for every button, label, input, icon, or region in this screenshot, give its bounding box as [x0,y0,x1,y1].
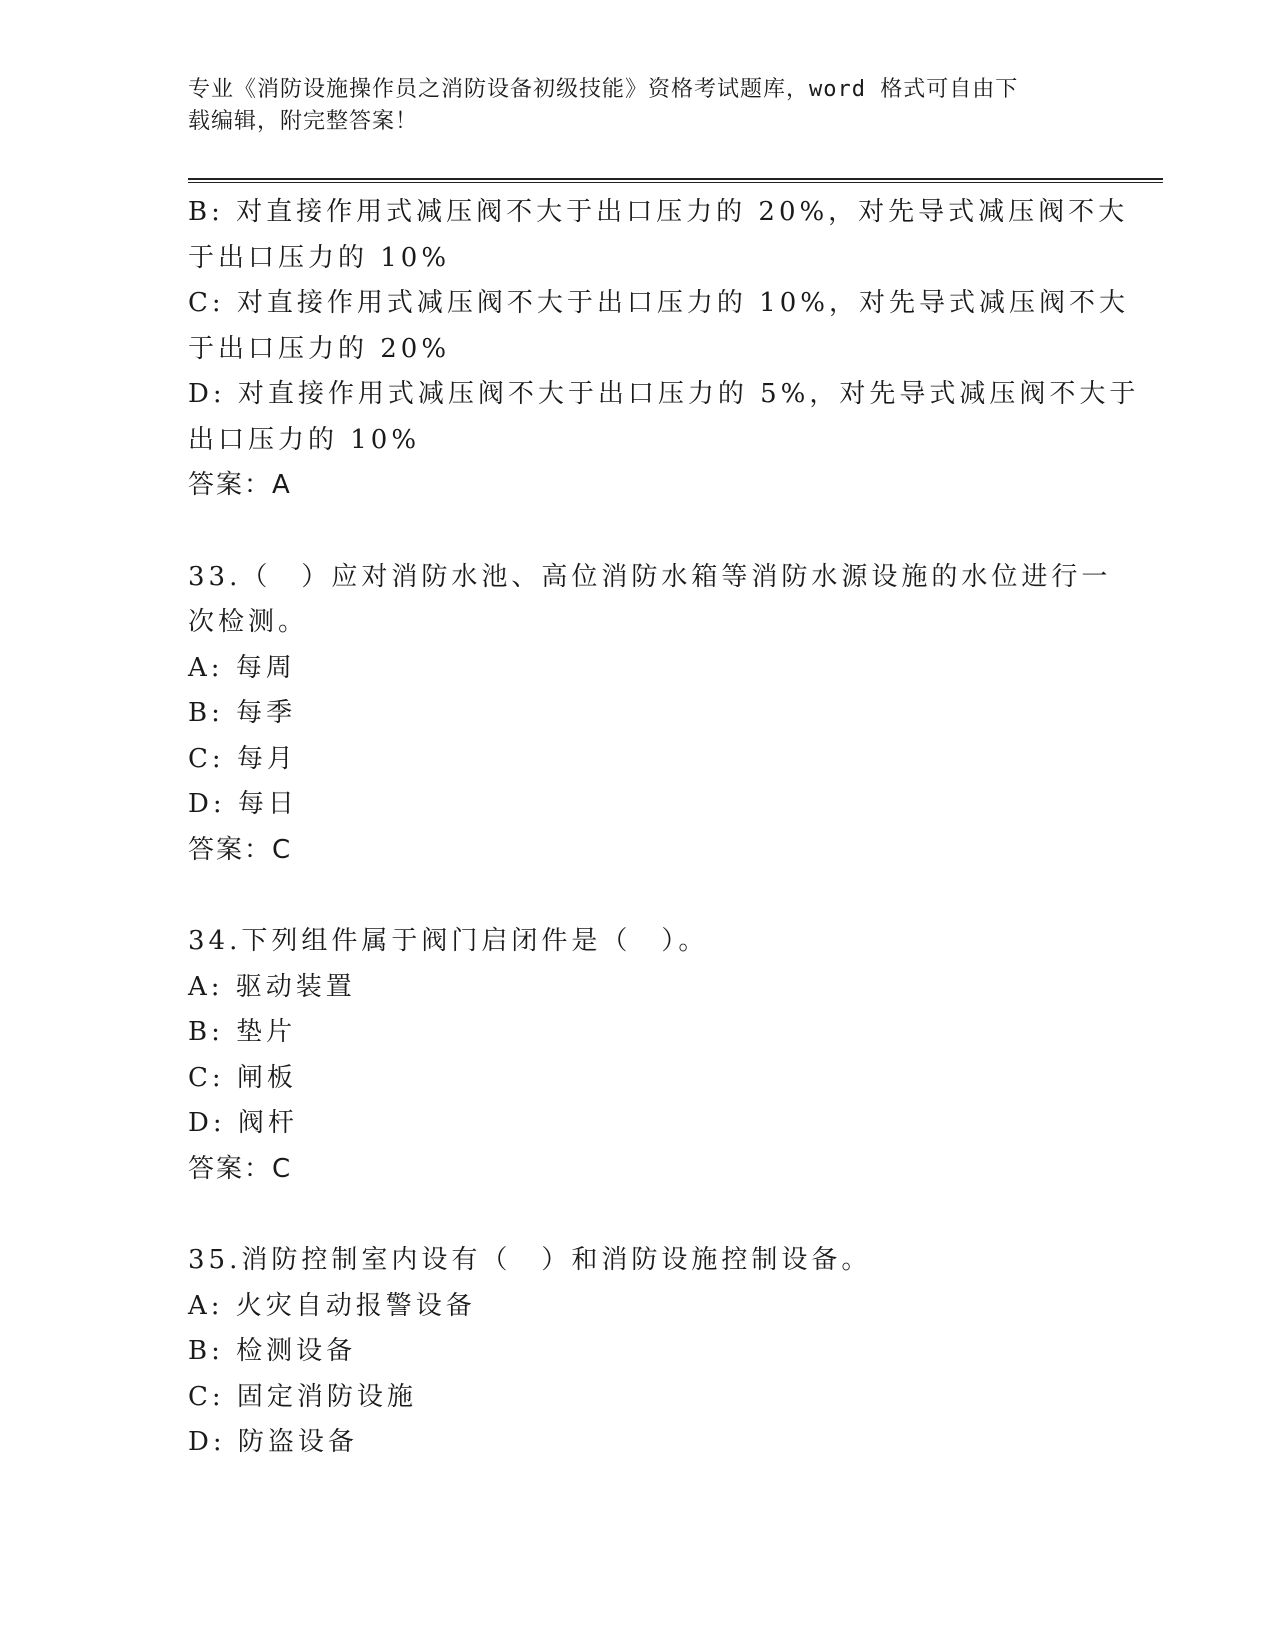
question-34-option-d: D: 阀杆 [188,1108,298,1138]
question-33-option-d: D: 每日 [188,789,298,819]
question-33-stem-line-1: 33.（ ）应对消防水池、高位消防水箱等消防水源设施的水位进行一 [188,561,1112,592]
option-b-line-2: 于出口压力的 10% [188,242,451,273]
question-35-option-a: A: 火灾自动报警设备 [188,1290,476,1321]
question-35 [188,1238,1088,1466]
question-34-stem: 34.下列组件属于阀门启闭件是（ ）。 [188,926,709,956]
question-33-option-a: A: 每周 [188,652,296,683]
option-d-line-2: 出口压力的 10% [188,424,421,455]
option-c-line-1: C: 对直接作用式减压阀不大于出口压力的 10%，对先导式减压阀不大 [188,288,1129,318]
prev-question-options [188,190,1140,463]
question-35-option-d: D: 防盗设备 [188,1427,358,1457]
question-34-answer: 答案：C [188,1153,293,1184]
option-c-line-2: 于出口压力的 20% [188,333,451,364]
question-33-option-c: C: 每月 [188,743,297,774]
option-d-line-1: D: 对直接作用式减压阀不大于出口压力的 5%，对先导式减压阀不大于 [188,379,1140,409]
question-34-option-a: A: 驱动装置 [188,971,356,1002]
prev-question-answer: 答案：A [188,470,292,500]
question-33-stem-line-2: 次检测。 [188,607,309,637]
question-35-stem: 35.消防控制室内设有（ ）和消防设施控制设备。 [188,1245,872,1275]
question-35-option-c: C: 固定消防设施 [188,1381,417,1412]
question-35-option-b: B: 检测设备 [188,1336,357,1366]
question-34-option-b: B: 垫片 [188,1017,297,1047]
question-33-option-b: B: 每季 [188,698,297,728]
header-line-2: 载编辑，附完整答案！ [188,109,419,134]
question-34-option-c: C: 闸板 [188,1062,297,1093]
header-divider [188,178,1163,183]
document-header [188,74,1068,138]
question-content [188,190,1140,1466]
option-b-line-1: B: 对直接作用式减压阀不大于出口压力的 20%，对先导式减压阀不大 [188,197,1129,227]
question-34 [188,919,1088,1192]
header-line-1: 专业《消防设施操作员之消防设备初级技能》资格考试题库，word 格式可自由下 [188,77,1019,102]
question-33-answer: 答案：C [188,834,293,865]
question-33 [188,555,1112,874]
